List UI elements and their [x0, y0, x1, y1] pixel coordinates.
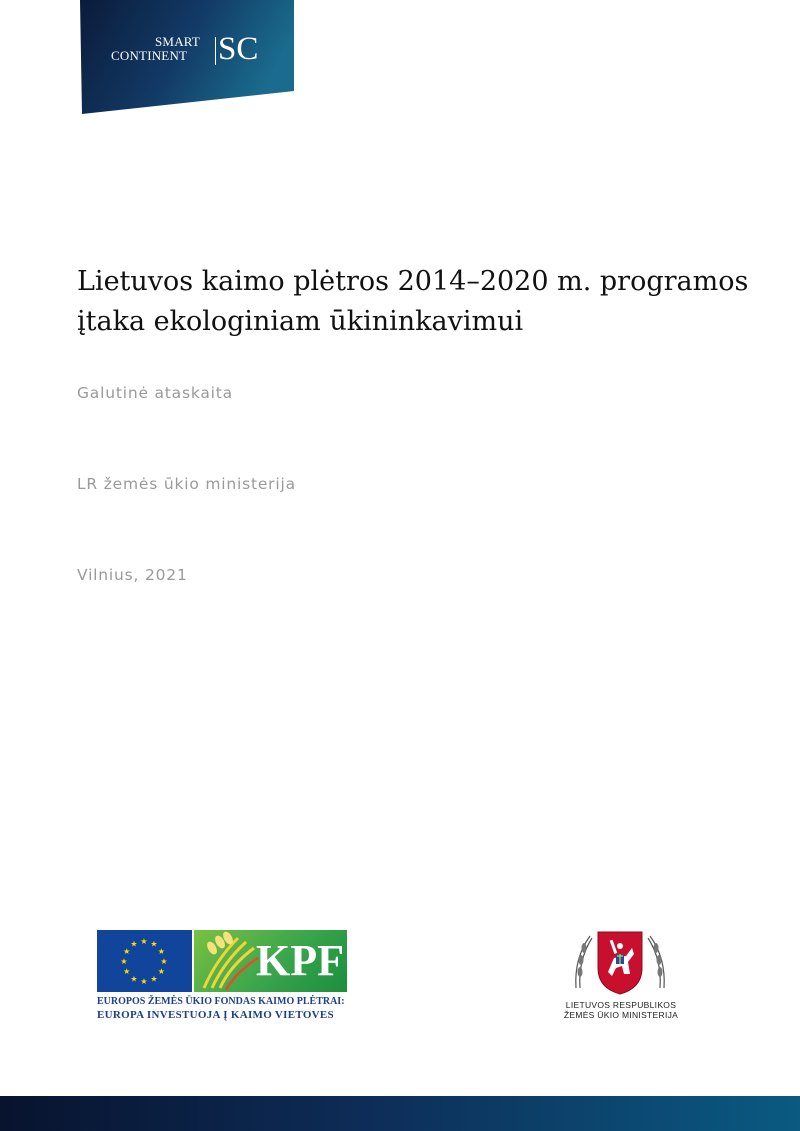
brand-mark: SC: [218, 31, 259, 67]
eu-star-icon: ★: [123, 947, 131, 956]
document-client: LR žemės ūkio ministerija: [77, 475, 296, 493]
title-line-2: įtaka ekologiniam ūkininkavimui: [77, 306, 524, 337]
brand-logo: [108, 32, 278, 68]
title-line-1: Lietuvos kaimo plėtros 2014–2020 m. programos: [77, 266, 749, 297]
footer-bar: [0, 1096, 800, 1131]
kpf-text: KPF: [256, 936, 344, 985]
brand-smart: SMART: [155, 34, 201, 49]
eu-star-icon: ★: [140, 937, 148, 946]
eu-star-icon: ★: [130, 939, 138, 949]
eu-star-icon: ★: [123, 967, 131, 976]
ministry-caption-line-1: LIETUVOS RESPUBLIKOS: [565, 1000, 677, 1010]
brand-header: [0, 0, 800, 120]
eu-caption-line-1: EUROPOS ŽEMĖS ŪKIO FONDAS KAIMO PLĖTRAI:: [97, 996, 345, 1007]
eu-kpf-logo: [97, 930, 349, 1026]
ministry-caption-line-2: ŽEMĖS ŪKIO MINISTERIJA: [563, 1010, 679, 1020]
eu-star-icon: ★: [130, 974, 138, 984]
document-title: [77, 262, 777, 342]
eu-star-icon: ★: [150, 974, 158, 984]
ministry-logo: [556, 928, 686, 1024]
kpf-logo: [194, 930, 347, 992]
eu-flag-icon: [97, 930, 192, 992]
eu-star-icon: ★: [157, 947, 165, 956]
brand-continent: CONTINENT: [111, 48, 188, 63]
eu-star-icon: ★: [160, 957, 168, 966]
wheat-icon: [198, 930, 262, 992]
eu-star-icon: ★: [140, 977, 148, 986]
eu-star-icon: ★: [157, 967, 165, 976]
eu-star-icon: ★: [120, 957, 128, 966]
brand-divider: [215, 37, 216, 65]
eu-caption-line-2: EUROPA INVESTUOJA Į KAIMO VIETOVES: [97, 1009, 334, 1021]
document-subtitle: Galutinė ataskaita: [77, 384, 233, 402]
coat-of-arms-icon: [570, 928, 670, 996]
document-place-year: Vilnius, 2021: [77, 566, 188, 584]
eu-star-icon: ★: [150, 939, 158, 949]
